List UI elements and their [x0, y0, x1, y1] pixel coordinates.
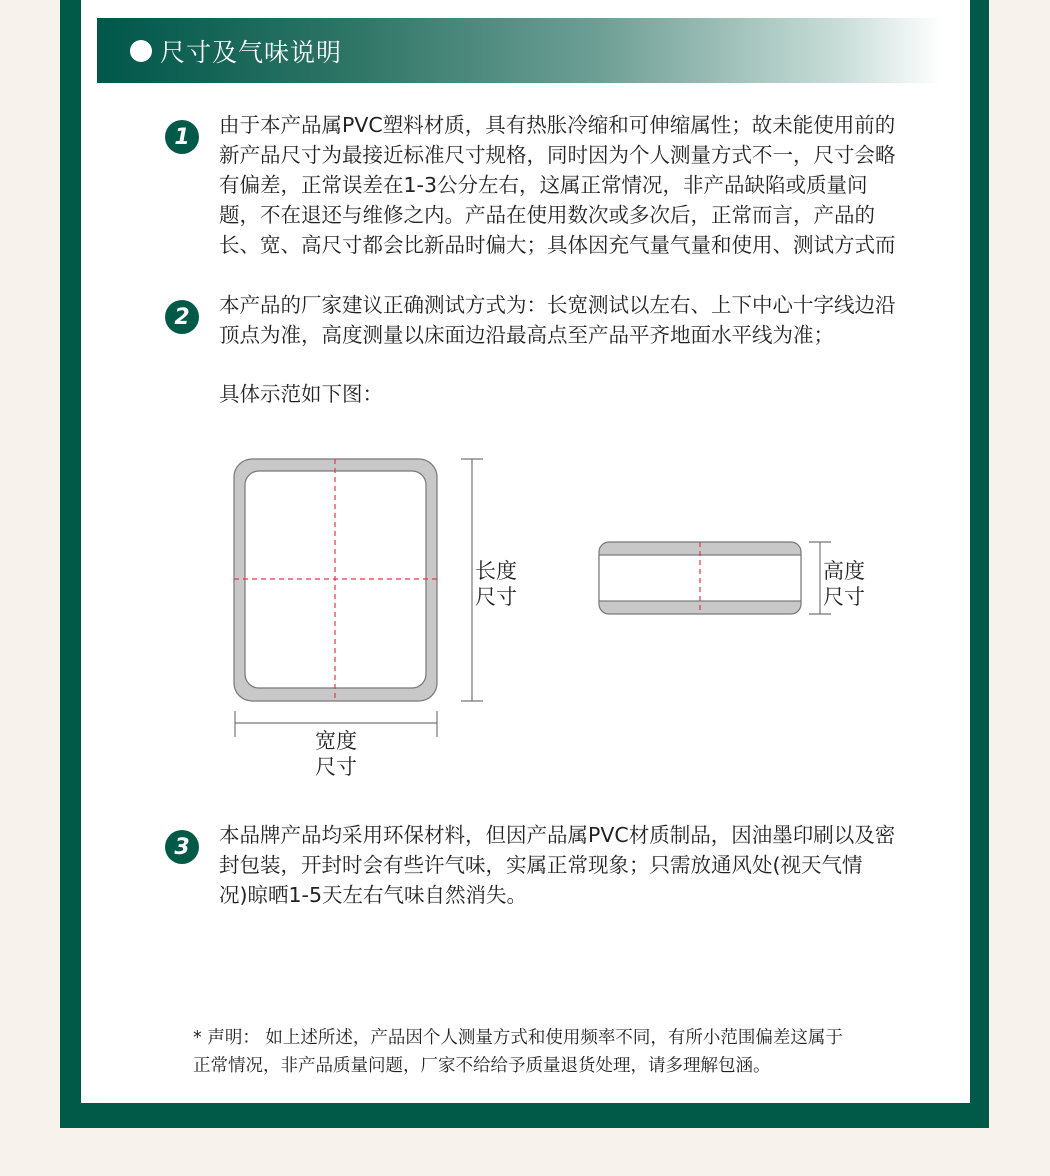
example-label: 具体示范如下图： — [219, 382, 383, 406]
info-item-2 — [165, 290, 939, 350]
note-line: * 声明： 如上述所述，产品因个人测量方式和使用频率不同，有所小范围偏差这属于 — [193, 1028, 843, 1048]
info-text-2 — [219, 290, 939, 350]
label-line: 高度 — [823, 559, 865, 583]
green-frame — [60, 0, 989, 1128]
label-line: 长度 — [475, 559, 517, 583]
height-label — [823, 558, 865, 610]
label-line: 宽度 — [315, 729, 357, 753]
text-line: 由于本产品属PVC塑料材质，具有热胀冷缩和可伸缩属性；故未能使用前的 — [219, 113, 896, 137]
disclaimer-note — [193, 1024, 963, 1080]
number-badge-2: 2 — [165, 300, 199, 334]
text-line: 有偏差，正常误差在1-3公分左右，这属正常情况，非产品缺陷或质量问 — [219, 173, 868, 197]
text-line: 长、宽、高尺寸都会比新品时偏大；具体因充气量气量和使用、测试方式而 — [219, 233, 896, 257]
number-badge-3: 3 — [165, 830, 199, 864]
info-text-1 — [219, 110, 939, 260]
bullet-dot-icon — [130, 40, 152, 62]
content-panel — [81, 0, 970, 1103]
label-line: 尺寸 — [315, 755, 357, 779]
text-line: 封包装，开封时会有些许气味，实属正常现象；只需放通风处(视天气情 — [219, 853, 863, 877]
text-line: 题，不在退还与维修之内。产品在使用数次或多次后，正常而言，产品的 — [219, 203, 875, 227]
text-line: 本产品的厂家建议正确测试方式为：长宽测试以左右、上下中心十字线边沿 — [219, 293, 896, 317]
number-badge-1: 1 — [165, 120, 199, 154]
info-item-1 — [165, 110, 939, 260]
section-title: 尺寸及气味说明 — [160, 37, 343, 67]
text-line: 本品牌产品均采用环保材料，但因产品属PVC材质制品，因油墨印刷以及密 — [219, 823, 896, 847]
text-line: 顶点为准，高度测量以床面边沿最高点至产品平齐地面水平线为准； — [219, 323, 834, 347]
info-text-3 — [219, 820, 939, 910]
section-header — [97, 18, 942, 83]
note-line: 正常情况，非产品质量问题，厂家不给给予质量退货处理，请多理解包涵。 — [193, 1056, 771, 1076]
text-line: 新产品尺寸为最接近标准尺寸规格，同时因为个人测量方式不一，尺寸会略 — [219, 143, 896, 167]
text-line: 况)晾晒1-5天左右气味自然消失。 — [219, 883, 527, 907]
label-line: 尺寸 — [475, 585, 517, 609]
width-label — [315, 728, 357, 780]
length-label — [475, 558, 517, 610]
info-item-3 — [165, 820, 939, 910]
label-line: 尺寸 — [823, 585, 865, 609]
